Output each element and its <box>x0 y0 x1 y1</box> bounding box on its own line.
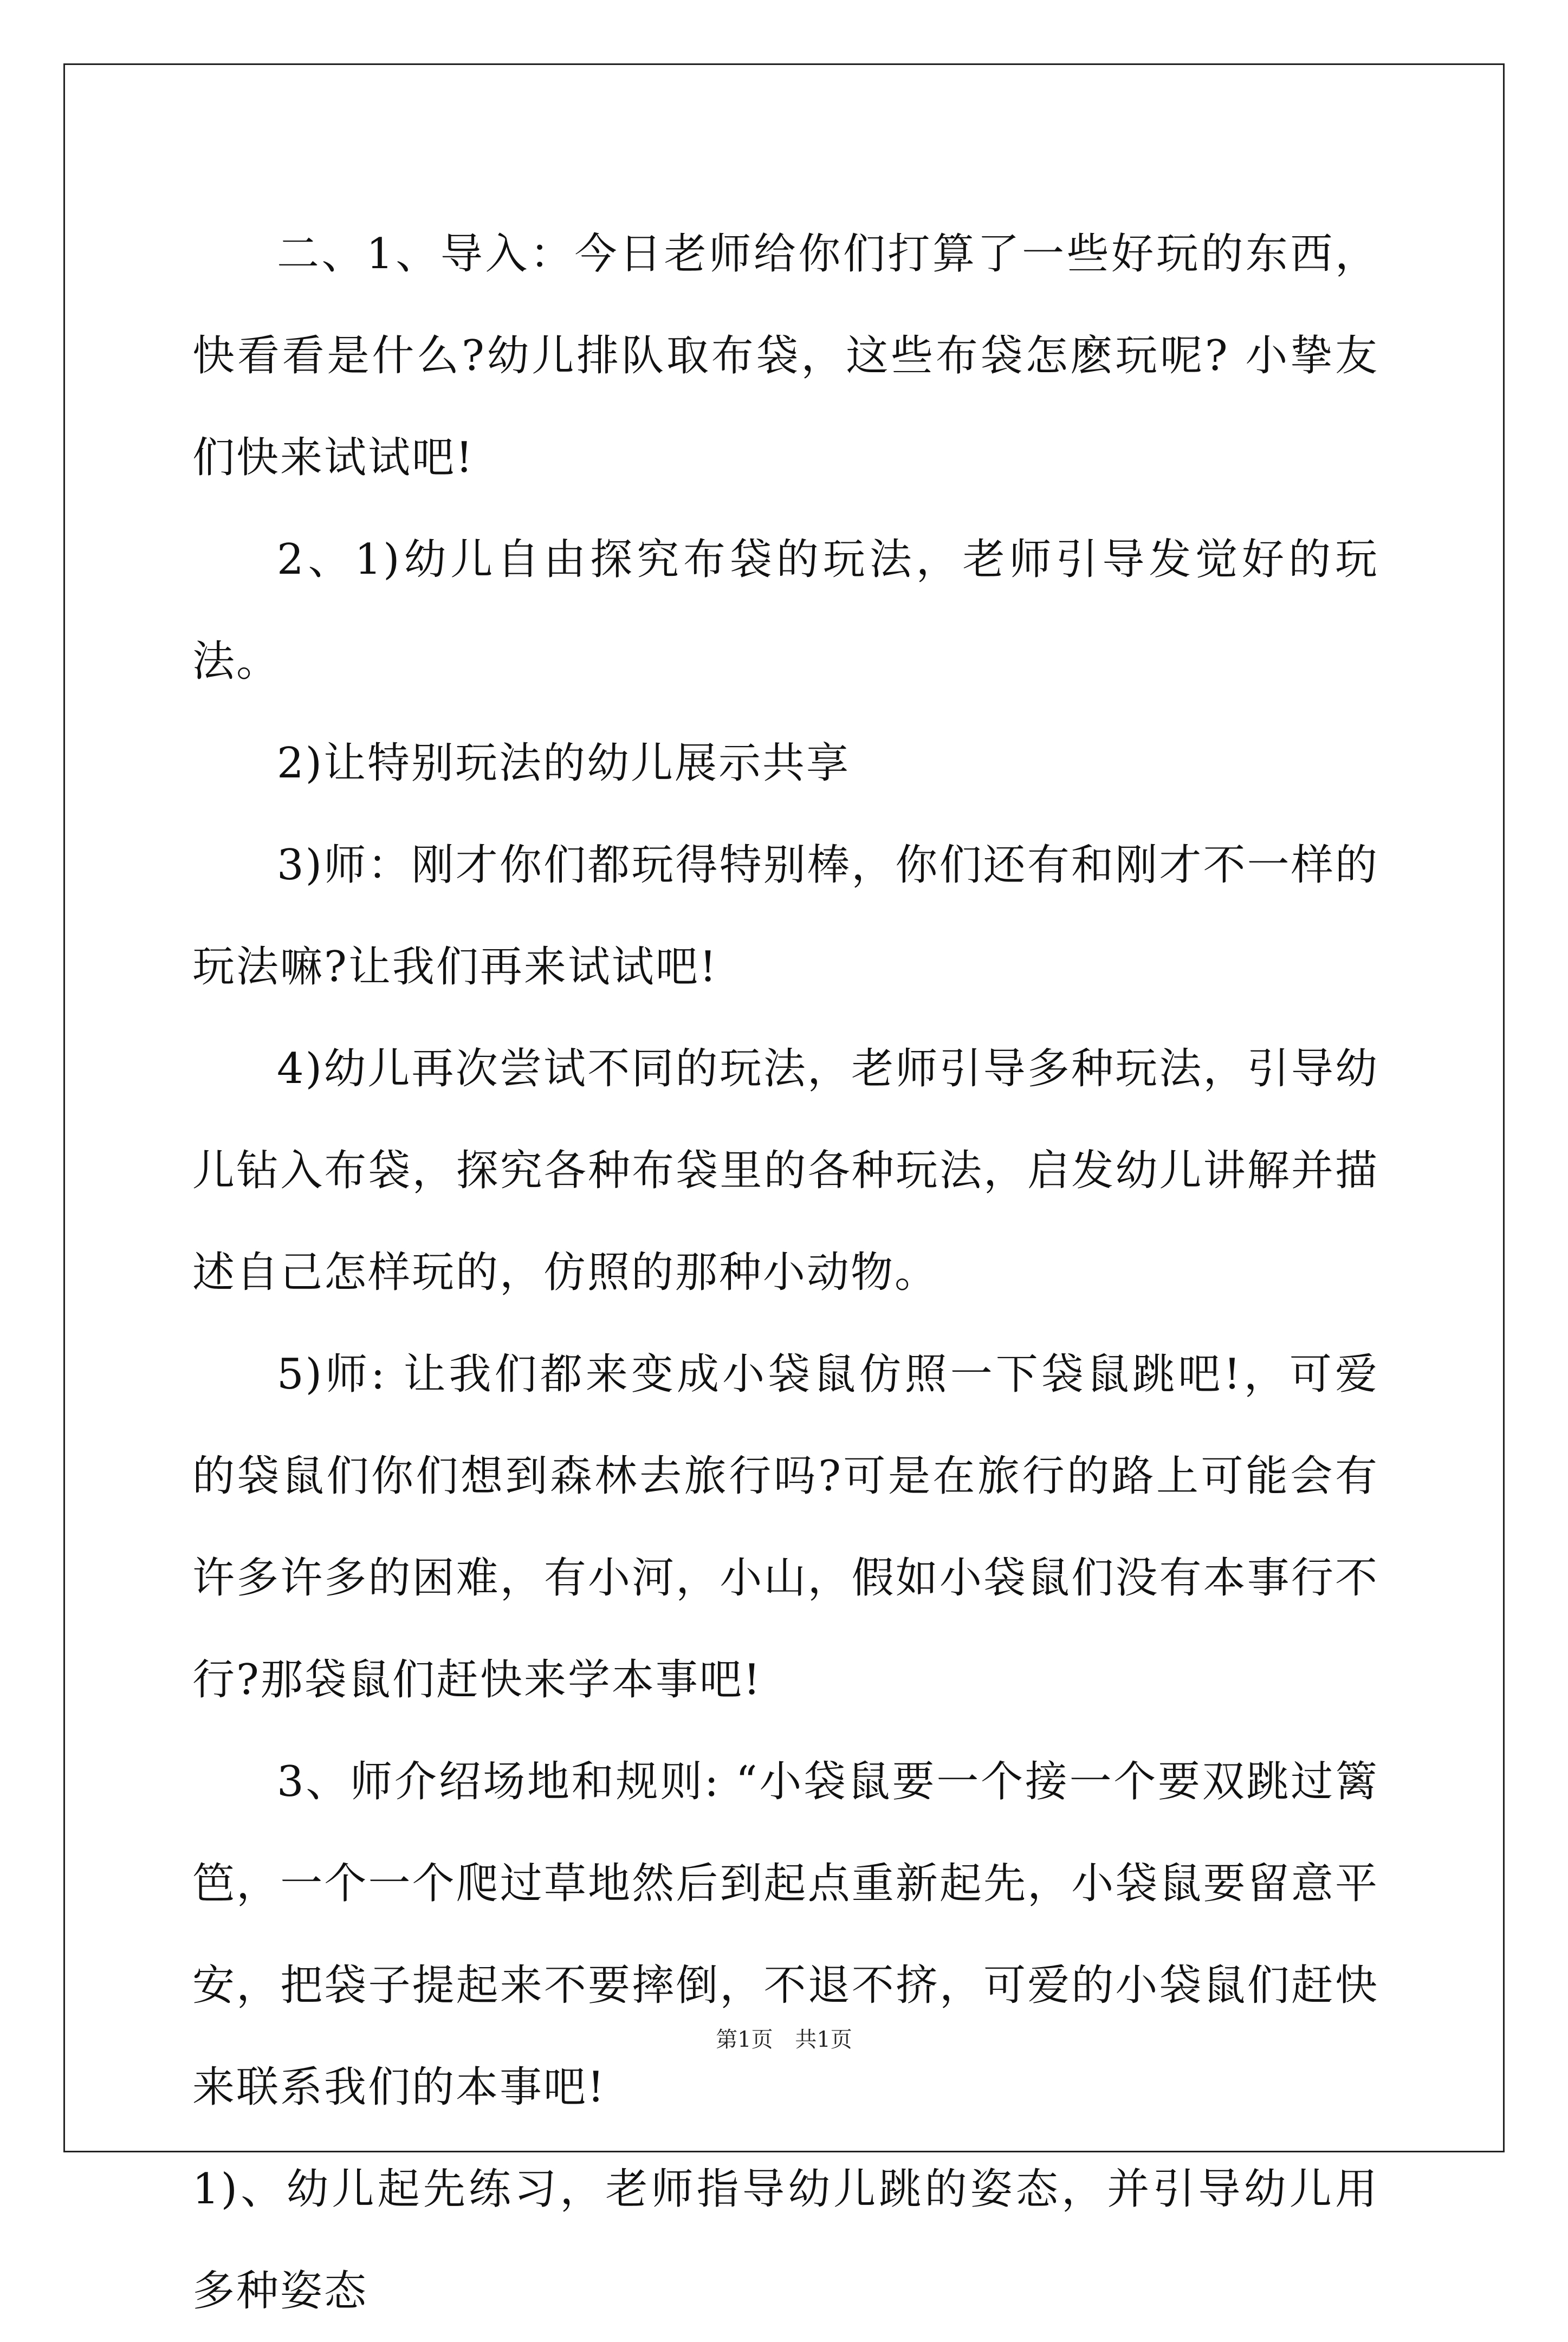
paragraph-teacher-praise: 3)师：刚才你们都玩得特别棒，你们还有和刚才不一样的玩法嘛?让我们再来试试吧! <box>192 841 1379 991</box>
page-number-total: 共1页 <box>795 2027 852 2052</box>
paragraph-try-again: 4)幼儿再次尝试不同的玩法，老师引导多种玩法，引导幼儿钻入布袋，探究各种布袋里的各种玩法，启发幼儿讲解并描述自己怎样玩的，仿照的那种小动物。 <box>192 1045 1379 1297</box>
paragraph-intro: 二、1、导入：今日老师给你们打算了一些好玩的东西，快看看是什么?幼儿排队取布袋，这些布袋怎麽玩呢? 小挚友们快来试试吧! <box>192 230 1379 482</box>
paragraph-kangaroo: 5)师: 让我们都来变成小袋鼠仿照一下袋鼠跳吧!，可爱的袋鼠们你们想到森林去旅行吗?可是在旅行的路上可能会有许多许多的困难，有小河，小山，假如小袋鼠们没有本事行不行?那袋鼠们赶快来学本事吧! <box>192 1350 1379 1704</box>
page-number-current: 第1页 <box>716 2027 773 2052</box>
document-body <box>192 203 1379 2342</box>
paragraph-practice: 1)、幼儿起先练习，老师指导幼儿跳的姿态，并引导幼儿用多种姿态 <box>192 2165 1379 2315</box>
page-footer <box>0 2022 1568 2053</box>
paragraph-explore: 2、1)幼儿自由探究布袋的玩法，老师引导发觉好的玩法。 <box>192 535 1379 686</box>
paragraph-share: 2)让特别玩法的幼儿展示共享 <box>277 739 851 788</box>
paragraph-rules: 3、师介绍场地和规则: “小袋鼠要一个接一个要双跳过篱笆，一个一个爬过草地然后到起点重新起先，小袋鼠要留意平安，把袋子提起来不要摔倒，不退不挤，可爱的小袋鼠们赶快来联系我们的本事吧! <box>192 1757 1379 2112</box>
